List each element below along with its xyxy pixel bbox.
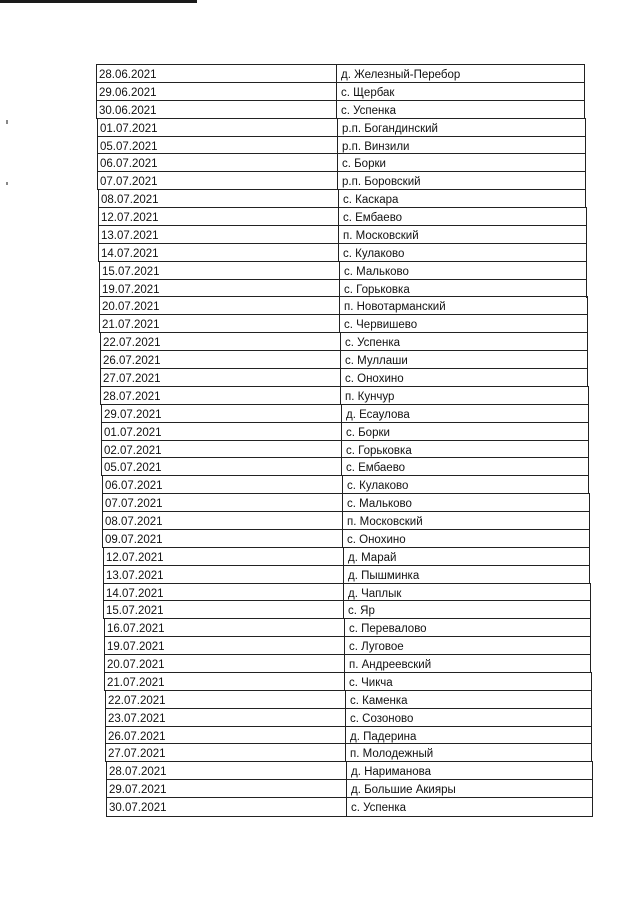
date-cell: 01.07.2021 [101, 423, 341, 441]
table-row [101, 440, 589, 459]
place-cell: д. Падерина [345, 727, 592, 745]
table-row [105, 743, 592, 762]
date-cell: 05.07.2021 [97, 137, 337, 155]
date-cell: 21.07.2021 [99, 315, 339, 333]
table-row [103, 565, 590, 584]
place-cell: п. Московский [338, 226, 587, 244]
table-row [102, 493, 590, 512]
place-cell: д. Есаулова [341, 405, 589, 423]
table-row [100, 386, 589, 405]
place-cell: д. Нариманова [346, 762, 593, 780]
place-cell: с. Онохино [340, 369, 588, 387]
table-row [103, 600, 591, 619]
table-row [98, 243, 587, 262]
place-cell: с. Онохино [342, 530, 590, 548]
place-cell: с. Червишево [339, 315, 588, 333]
place-cell: д. Железный-Перебор [336, 65, 585, 83]
date-cell: 23.07.2021 [105, 709, 345, 727]
table-row [103, 583, 591, 602]
place-cell: р.п. Богандинский [337, 119, 586, 137]
place-cell: с. Успенка [346, 798, 593, 816]
table-row [98, 207, 587, 226]
table-row [97, 153, 586, 172]
place-cell: с. Успенка [340, 333, 588, 351]
date-cell: 13.07.2021 [103, 566, 343, 584]
place-cell: с. Созоново [345, 709, 592, 727]
date-cell: 22.07.2021 [100, 333, 340, 351]
place-cell: с. Мальково [342, 494, 590, 512]
date-cell: 15.07.2021 [103, 601, 343, 619]
place-cell: с. Яр [343, 601, 591, 619]
table-row [104, 618, 591, 637]
date-cell: 15.07.2021 [99, 262, 339, 280]
table-row [100, 350, 588, 369]
table-row [105, 708, 592, 727]
date-cell: 05.07.2021 [101, 458, 341, 476]
place-cell: с. Кулаково [342, 476, 589, 494]
date-cell: 08.07.2021 [98, 190, 338, 208]
date-cell: 02.07.2021 [101, 441, 341, 459]
place-cell: с. Каскара [338, 190, 586, 208]
date-cell: 12.07.2021 [103, 548, 343, 566]
table-row [98, 189, 586, 208]
table-row [104, 636, 591, 655]
date-cell: 01.07.2021 [97, 119, 337, 137]
table-row [99, 261, 587, 280]
place-cell: с. Каменка [345, 691, 592, 709]
place-cell: с. Муллаши [340, 351, 588, 369]
place-cell: с. Перевалово [344, 619, 591, 637]
table-row [101, 457, 589, 476]
date-cell: 06.07.2021 [97, 154, 337, 172]
table-row [100, 332, 588, 351]
place-cell: с. Борки [337, 154, 586, 172]
place-cell: с. Мальково [339, 262, 587, 280]
date-cell: 27.07.2021 [105, 744, 345, 762]
table-row [100, 368, 588, 387]
date-cell: 14.07.2021 [98, 244, 338, 262]
table-row [97, 136, 586, 155]
table-row [104, 654, 591, 673]
table-row [97, 171, 586, 190]
place-cell: с. Ембаево [341, 458, 589, 476]
table-row [106, 797, 593, 817]
place-cell: д. Марай [343, 548, 590, 566]
date-cell: 12.07.2021 [98, 208, 338, 226]
place-cell: с. Чикча [344, 673, 592, 691]
table-row [101, 404, 589, 423]
table-row [99, 314, 588, 333]
table-row [104, 672, 592, 691]
place-cell: п. Новотарманский [339, 297, 588, 315]
date-cell: 20.07.2021 [99, 297, 339, 315]
date-cell: 26.07.2021 [105, 727, 345, 745]
table-row [96, 82, 585, 101]
place-cell: д. Большие Акияры [346, 780, 593, 798]
table-row [105, 690, 592, 709]
table-row [96, 64, 585, 83]
date-cell: 08.07.2021 [102, 512, 342, 530]
date-cell: 27.07.2021 [100, 369, 340, 387]
place-cell: с. Луговое [344, 637, 591, 655]
date-cell: 09.07.2021 [102, 530, 342, 548]
date-cell: 21.07.2021 [104, 673, 344, 691]
table-row [97, 118, 586, 137]
place-cell: п. Кунчур [340, 387, 589, 405]
date-cell: 19.07.2021 [99, 280, 339, 298]
place-cell: п. Андреевский [344, 655, 591, 673]
table-row [96, 100, 585, 119]
place-cell: с. Горьковка [339, 280, 587, 298]
table-row [103, 547, 590, 566]
date-cell: 28.06.2021 [96, 65, 336, 83]
date-cell: 06.07.2021 [102, 476, 342, 494]
date-cell: 14.07.2021 [103, 584, 343, 602]
place-cell: с. Ембаево [338, 208, 587, 226]
place-cell: д. Чаплык [343, 584, 591, 602]
date-cell: 29.06.2021 [96, 83, 336, 101]
place-cell: р.п. Винзили [337, 137, 586, 155]
date-cell: 29.07.2021 [106, 780, 346, 798]
date-cell: 07.07.2021 [97, 172, 337, 190]
table-row [106, 761, 593, 780]
table-row [98, 225, 587, 244]
date-cell: 19.07.2021 [104, 637, 344, 655]
table-row [102, 475, 589, 494]
date-cell: 13.07.2021 [98, 226, 338, 244]
date-cell: 26.07.2021 [100, 351, 340, 369]
table-row [102, 511, 590, 530]
table-row [102, 529, 590, 548]
date-cell: 28.07.2021 [106, 762, 346, 780]
table-row [99, 296, 588, 315]
place-cell: р.п. Боровский [337, 172, 586, 190]
place-cell: п. Молодежный [345, 744, 592, 762]
date-cell: 29.07.2021 [101, 405, 341, 423]
table-row [99, 279, 587, 298]
date-cell: 30.06.2021 [96, 101, 336, 119]
place-cell: с. Успенка [336, 101, 585, 119]
table-row [105, 726, 592, 745]
date-cell: 28.07.2021 [100, 387, 340, 405]
date-cell: 20.07.2021 [104, 655, 344, 673]
place-cell: д. Пышминка [343, 566, 590, 584]
place-cell: с. Кулаково [338, 244, 587, 262]
place-cell: п. Московский [342, 512, 590, 530]
place-cell: с. Щербак [336, 83, 585, 101]
date-cell: 30.07.2021 [106, 798, 346, 816]
place-cell: с. Борки [341, 423, 589, 441]
date-cell: 22.07.2021 [105, 691, 345, 709]
table-row [101, 422, 589, 441]
table-row [106, 779, 593, 798]
date-cell: 07.07.2021 [102, 494, 342, 512]
date-cell: 16.07.2021 [104, 619, 344, 637]
place-cell: с. Горьковка [341, 441, 589, 459]
